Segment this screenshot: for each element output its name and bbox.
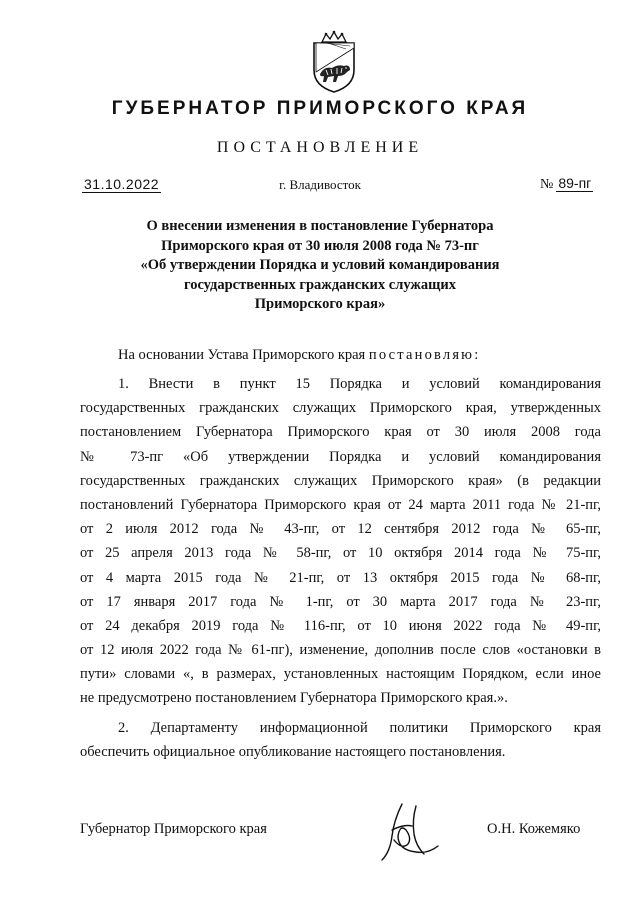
document-type: ПОСТАНОВЛЕНИЕ — [216, 139, 424, 156]
paragraph-line: государственных гражданских служащих Приморского края, утвержденных — [80, 400, 601, 417]
paragraph-line: постановлением Губернатора Приморского края от 30 июля 2008 года — [80, 424, 601, 441]
paragraph-line: обеспечить официальное опубликование настоящего постановления. — [80, 744, 506, 761]
paragraph-line: от 24 декабря 2019 года № 116-пг, от 10 июня 2022 года № 49-пг, — [80, 617, 601, 634]
signatory-name: О.Н. Кожемяко — [487, 821, 581, 837]
coat-of-arms-icon — [300, 28, 368, 96]
heading-line: Приморского края» — [254, 296, 386, 312]
number-value: 89-пг — [558, 175, 592, 191]
paragraph-line: не предусмотрено постановлением Губернатора Приморского края.». — [80, 690, 508, 707]
document-date: 31.10.2022 — [84, 176, 160, 192]
document-heading — [110, 217, 530, 315]
paragraph-line: государственных гражданских служащих Приморского края» (в редакции — [80, 472, 601, 489]
document-city: г. Владивосток — [279, 177, 361, 192]
document-number — [540, 175, 593, 193]
paragraph-line: от 2 июля 2012 года № 43-пг, от 12 сентября 2012 года № 65-пг, — [80, 521, 601, 538]
heading-line: О внесении изменения в постановление Губернатора — [146, 218, 494, 234]
handwritten-signature-icon — [372, 800, 444, 866]
paragraph-line: от 4 марта 2015 года № 21-пг, от 13 октября 2015 года № 68-пг, — [80, 569, 601, 586]
paragraph-line: постановлений Губернатора Приморского края от 24 марта 2011 года № 21-пг, — [80, 496, 601, 513]
paragraph-1 — [80, 372, 601, 711]
paragraph-2 — [80, 716, 601, 764]
paragraph-line: пути» словами «, в размерах, установленных настоящим Порядком, если иное — [80, 666, 601, 683]
paragraph-line: от 12 июля 2022 года № 61-пг), изменение, дополнив после слов «остановки в — [80, 642, 601, 659]
organization-title: ГУБЕРНАТОР ПРИМОРСКОГО КРАЯ — [111, 98, 529, 119]
paragraph-line: от 25 апреля 2013 года № 58-пг, от 10 октября 2014 года № 75-пг, — [80, 545, 601, 562]
signatory-position: Губернатор Приморского края — [80, 821, 267, 837]
paragraph-line: № 73-пг «Об утверждении Порядка и условий командирования — [80, 448, 601, 465]
paragraph-line: от 17 января 2017 года № 1-пг, от 30 марта 2017 года № 23-пг, — [80, 593, 601, 610]
heading-line: Приморского края от 30 июля 2008 года № 73-пг — [161, 237, 479, 254]
paragraph-line: 2. Департаменту информационной политики Приморского края — [118, 720, 601, 736]
heading-line: государственных гражданских служащих — [183, 276, 457, 293]
intro-paragraph — [118, 347, 480, 364]
intro-resolve-word: постановляю: — [368, 347, 481, 363]
intro-prefix: На основании Устава Приморского края — [118, 347, 369, 363]
number-sign: № — [540, 177, 554, 192]
heading-line: «Об утверждении Порядка и условий командирования — [140, 257, 500, 273]
paragraph-line: 1. Внести в пункт 15 Порядка и условий командирования — [118, 376, 601, 392]
